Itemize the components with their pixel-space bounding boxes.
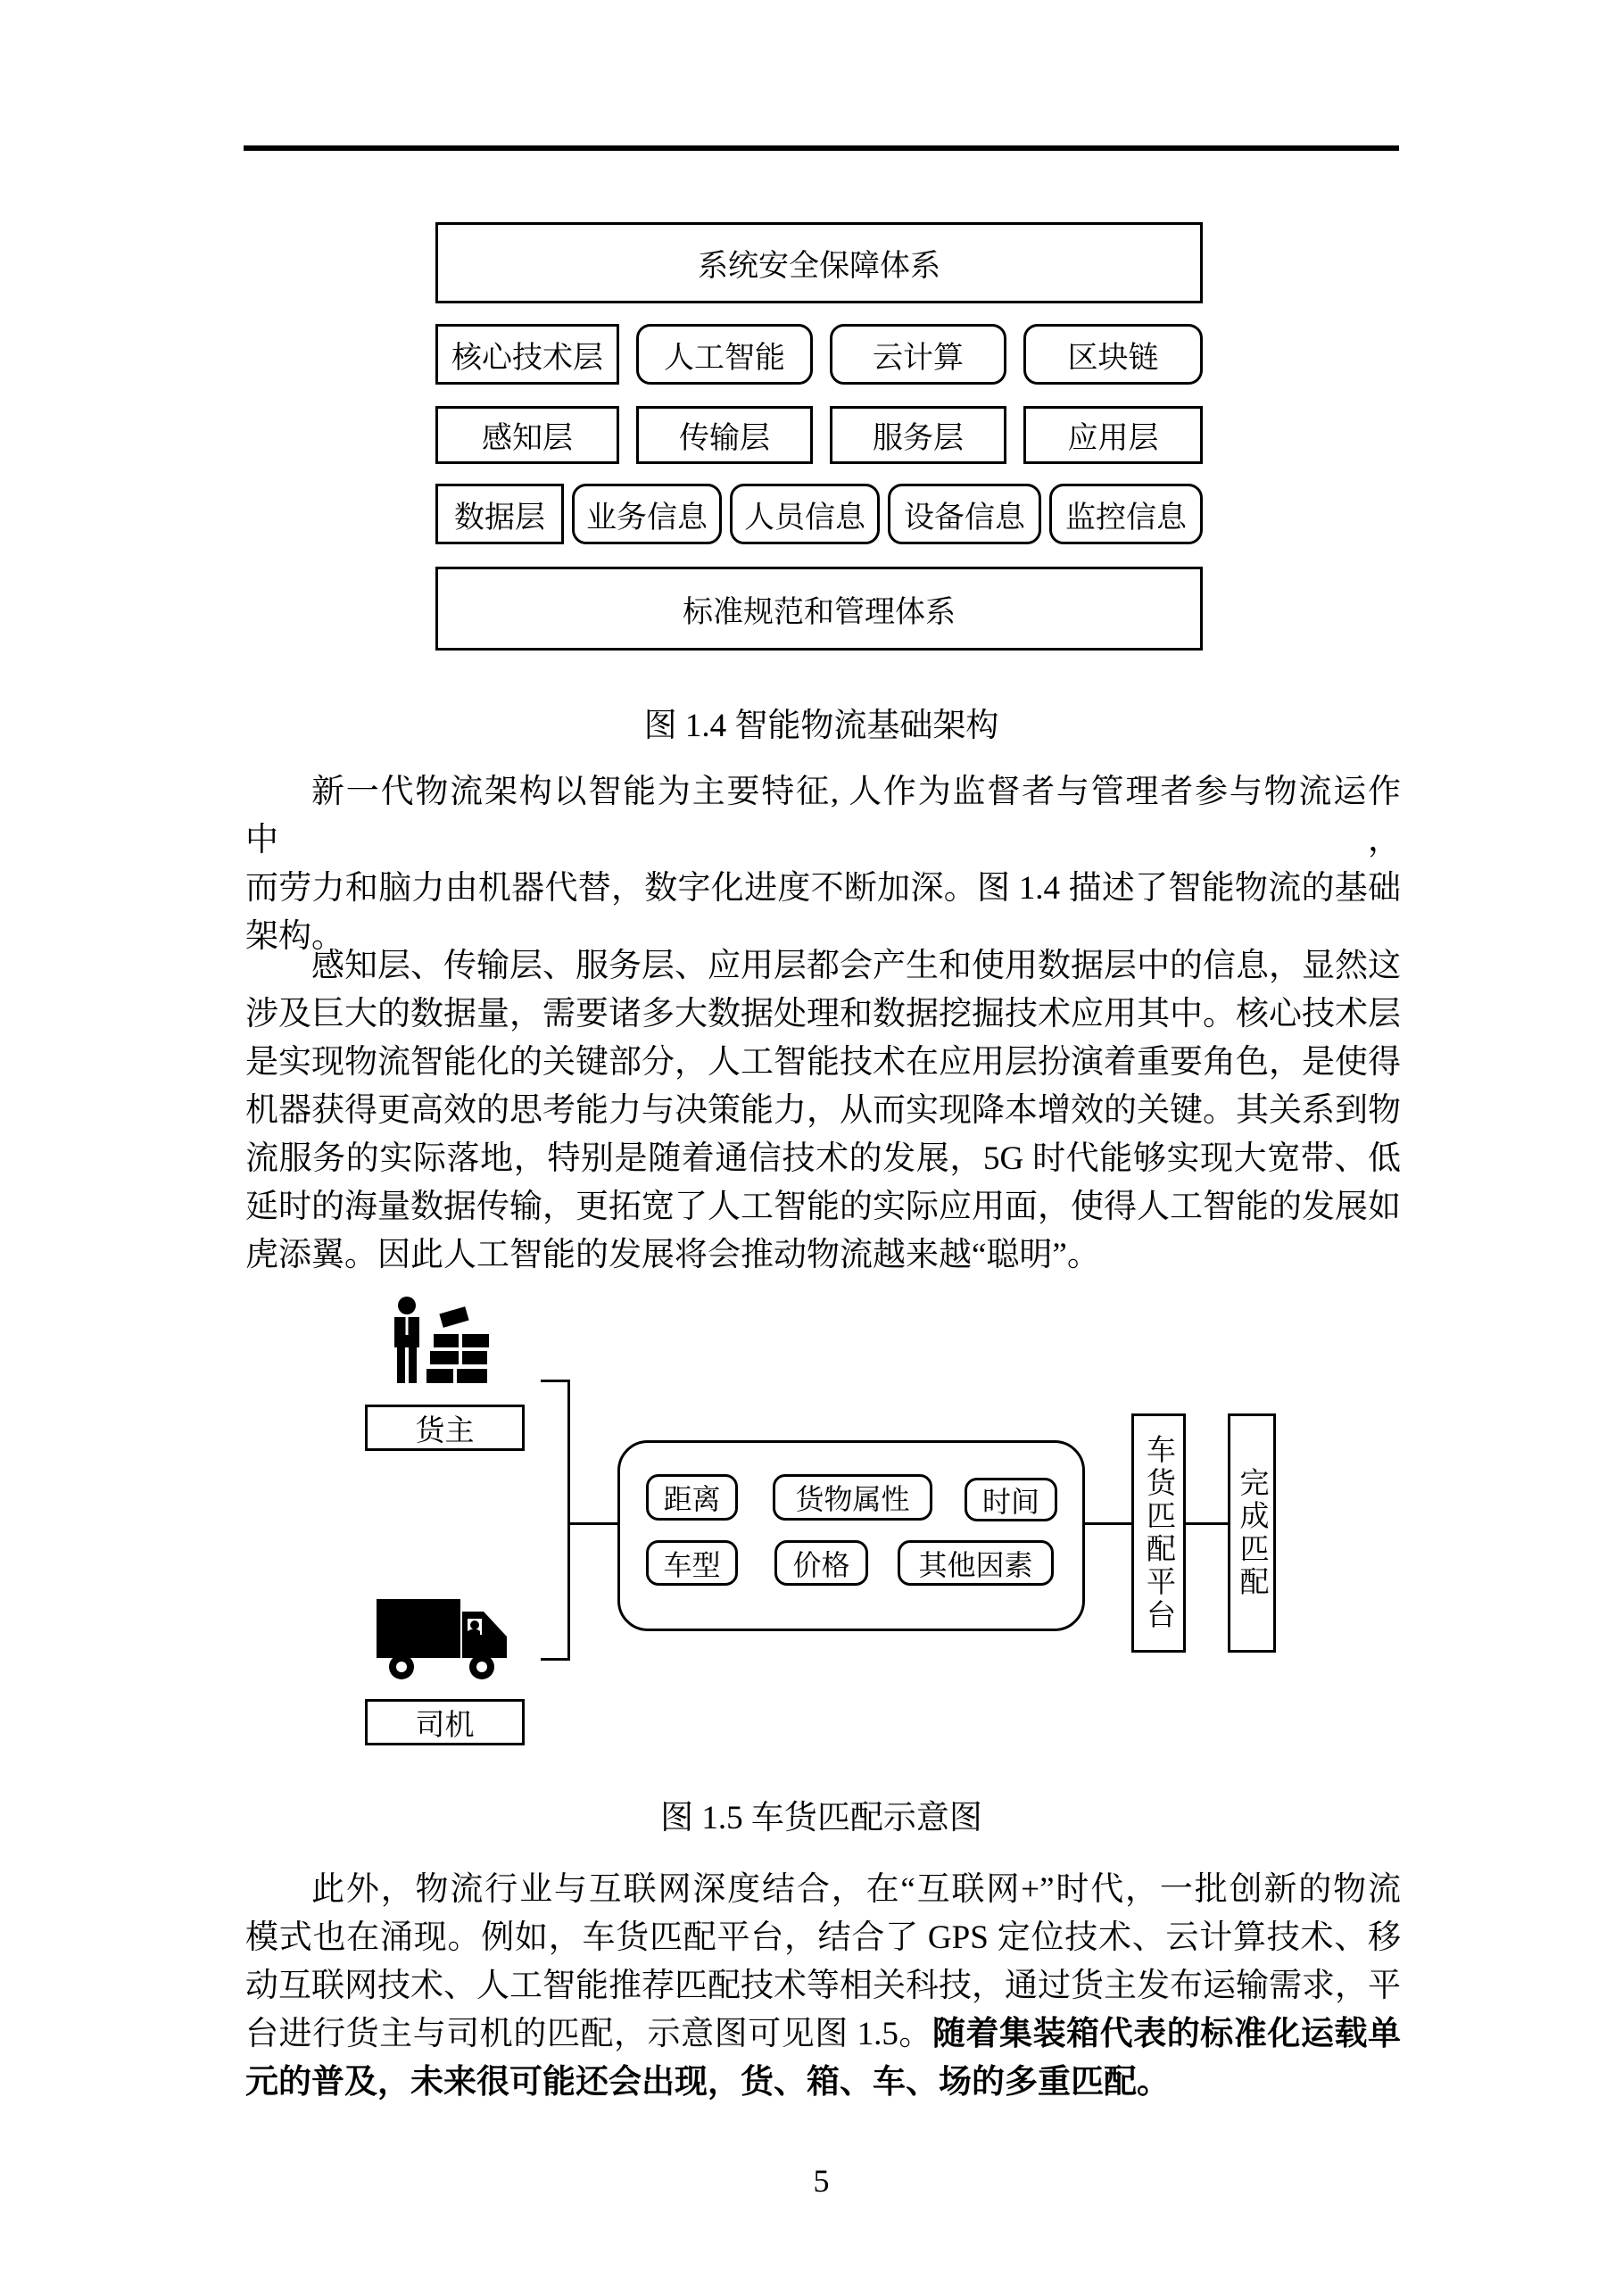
paragraph-3-line: 此外，物流行业与互联网深度结合，在“互联网+”时代，一批创新的物流 bbox=[311, 1871, 1401, 1908]
fig14-application-layer-box: 应用层 bbox=[1023, 406, 1203, 464]
fig14-core-tech-layer-box: 核心技术层 bbox=[435, 324, 619, 385]
fig14-ai-box: 人工智能 bbox=[636, 324, 813, 385]
paragraph-2 bbox=[245, 942, 1401, 1280]
paragraph-3-bold-line: 元的普及，未来很可能还会出现，货、箱、车、场的多重匹配。 bbox=[245, 2064, 1170, 2101]
bracket-bottom-stub bbox=[541, 1658, 570, 1661]
paragraph-2-line: 是实现物流智能化的关键部分，人工智能技术在应用层扮演着重要角色，是使得 bbox=[245, 1044, 1401, 1081]
driver-label-box: 司机 bbox=[365, 1699, 525, 1745]
fig14-standards-system-box: 标准规范和管理体系 bbox=[435, 567, 1203, 651]
matching-result-box: 完成匹配 bbox=[1228, 1413, 1276, 1653]
fig14-cloud-box: 云计算 bbox=[830, 324, 1006, 385]
fig14-data-layer-box: 数据层 bbox=[435, 484, 564, 544]
matching-platform-box: 车货匹配平台 bbox=[1131, 1413, 1186, 1653]
factor-cargo-attribute-box: 货物属性 bbox=[773, 1474, 932, 1521]
paragraph-3-bold-text: 随着集装箱代表的标准化运载单 bbox=[932, 2016, 1402, 2052]
fig14-layers-row bbox=[435, 406, 1203, 464]
paragraph-2-line: 感知层、传输层、服务层、应用层都会产生和使用数据层中的信息，显然这 bbox=[311, 948, 1401, 984]
figure-1-4 bbox=[435, 222, 1203, 651]
paragraph-2-line: 机器获得更高效的思考能力与决策能力，从而实现降本增效的关键。其关系到物 bbox=[245, 1092, 1401, 1129]
fig14-perception-layer-box: 感知层 bbox=[435, 406, 619, 464]
connector-to-result bbox=[1186, 1522, 1228, 1525]
fig14-core-tech-row bbox=[435, 324, 1203, 385]
figure-1-5-caption: 图 1.5 车货匹配示意图 bbox=[660, 1800, 982, 1836]
fig14-business-info-box: 业务信息 bbox=[572, 484, 722, 544]
matching-factors-container bbox=[617, 1440, 1085, 1631]
paragraph-1-line: 架构。 bbox=[245, 918, 344, 955]
truck-icon bbox=[375, 1597, 510, 1681]
shipper-label-box: 货主 bbox=[365, 1405, 525, 1451]
paragraph-3-normal-text: 台进行货主与司机的匹配，示意图可见图 1.5。 bbox=[245, 2016, 932, 2052]
paragraph-1-line: 而劳力和脑力由机器代替，数字化进度不断加深。图 1.4 描述了智能物流的基础 bbox=[245, 870, 1401, 907]
fig14-equipment-info-box: 设备信息 bbox=[888, 484, 1041, 544]
fig14-personnel-info-box: 人员信息 bbox=[730, 484, 880, 544]
fig14-service-layer-box: 服务层 bbox=[830, 406, 1006, 464]
shipper-person-cargo-icon bbox=[387, 1296, 498, 1387]
paragraph-2-line: 流服务的实际落地，特别是随着通信技术的发展，5G 时代能够实现大宽带、低 bbox=[245, 1140, 1401, 1177]
factor-price-box: 价格 bbox=[774, 1540, 868, 1586]
paragraph-2-line: 涉及巨大的数据量，需要诸多大数据处理和数据挖掘技术应用其中。核心技术层 bbox=[245, 996, 1401, 1032]
connector-to-platform bbox=[1085, 1522, 1131, 1525]
figure-1-5 bbox=[0, 1285, 1623, 1811]
paragraph-1 bbox=[245, 768, 1401, 961]
paragraph-1-line: 新一代物流架构以智能为主要特征, 人作为监督者与管理者参与物流运作中， bbox=[245, 774, 1401, 858]
factor-distance-box: 距离 bbox=[646, 1474, 738, 1521]
paragraph-3-line bbox=[245, 2010, 1401, 2059]
paragraph-2-line: 虎添翼。因此人工智能的发展将会推动物流越来越“聪明”。 bbox=[245, 1237, 1100, 1273]
header-rule bbox=[244, 145, 1399, 151]
fig14-blockchain-box: 区块链 bbox=[1023, 324, 1203, 385]
factor-time-box: 时间 bbox=[965, 1478, 1057, 1521]
fig14-monitor-info-box: 监控信息 bbox=[1049, 484, 1203, 544]
factor-vehicle-type-box: 车型 bbox=[646, 1540, 738, 1586]
factor-other-box: 其他因素 bbox=[898, 1540, 1054, 1586]
bracket-top-stub bbox=[541, 1380, 570, 1382]
bracket-vertical-line bbox=[567, 1380, 570, 1661]
paragraph-3 bbox=[245, 1866, 1401, 2107]
paragraph-2-line: 延时的海量数据传输，更拓宽了人工智能的实际应用面，使得人工智能的发展如 bbox=[245, 1189, 1401, 1225]
paragraph-3-line: 动互联网技术、人工智能推荐匹配技术等相关科技，通过货主发布运输需求，平 bbox=[245, 1968, 1401, 2004]
page-number: 5 bbox=[813, 2163, 830, 2199]
paragraph-3-line: 模式也在涌现。例如，车货匹配平台，结合了 GPS 定位技术、云计算技术、移 bbox=[245, 1919, 1401, 1956]
figure-1-4-caption: 图 1.4 智能物流基础架构 bbox=[643, 708, 999, 744]
connector-to-factors bbox=[567, 1522, 617, 1525]
fig14-data-row bbox=[435, 484, 1203, 544]
fig14-transport-layer-box: 传输层 bbox=[636, 406, 813, 464]
fig14-security-system-box: 系统安全保障体系 bbox=[435, 222, 1203, 303]
